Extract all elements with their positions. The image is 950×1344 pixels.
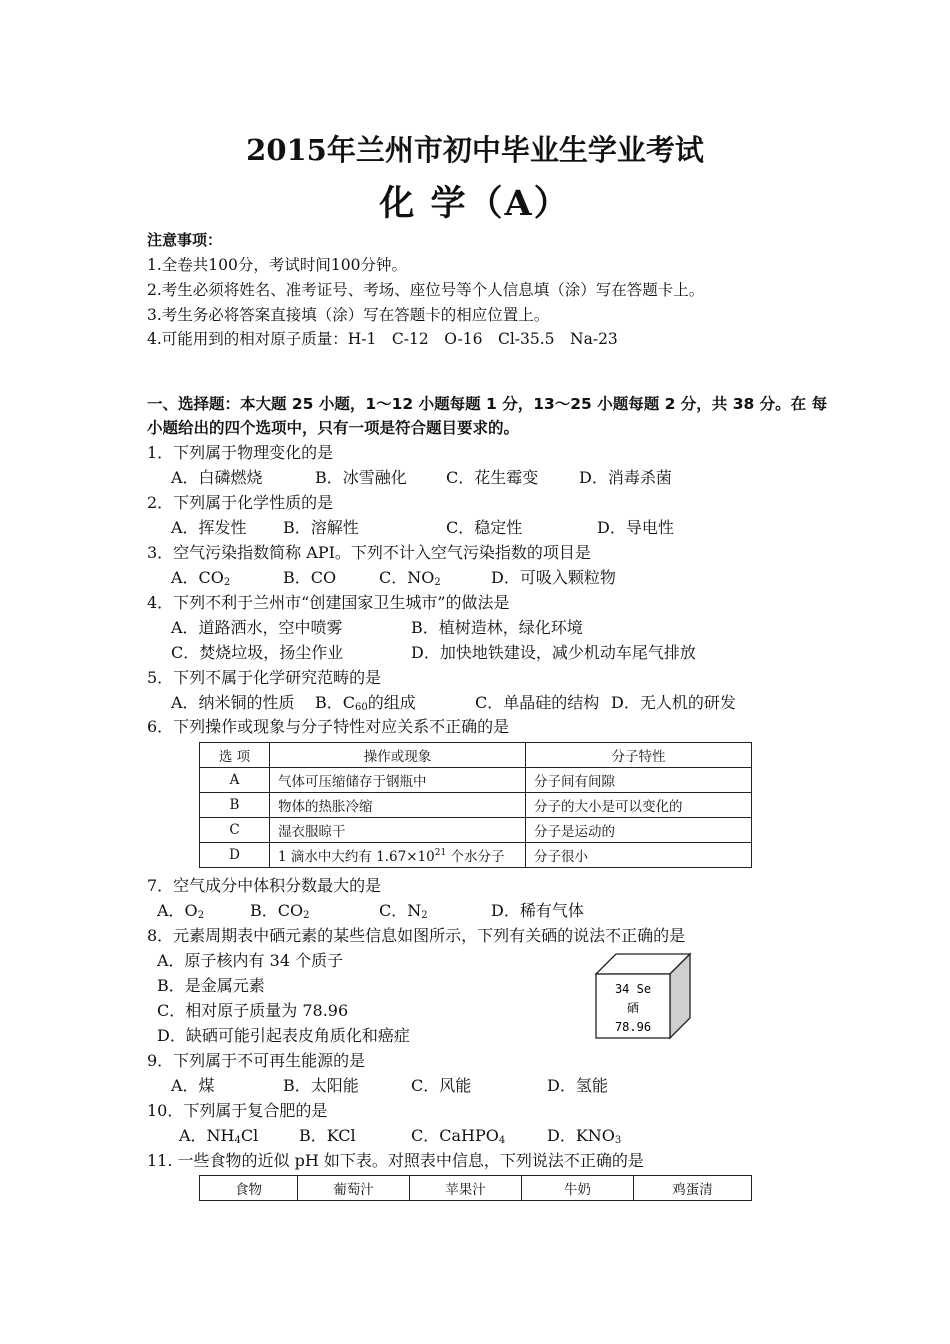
question-2-option-a: A．挥发性 — [171, 518, 247, 537]
question-7-option-a: A．$O_2$ — [157, 901, 205, 921]
notice-item: 4.可能用到的相对原子质量：H-1 C-12 O-16 Cl-35.5 Na-23 — [147, 330, 618, 348]
table-row — [200, 818, 752, 843]
question-6-stem: 6．下列操作或现象与分子特性对应关系不正确的是 — [147, 717, 510, 736]
notice-item: 2.考生必须将姓名、准考证号、考场、座位号等个人信息填（涂）写在答题卡上。 — [147, 281, 705, 299]
table-header-cell: 分子特性 — [526, 743, 752, 768]
table-cell: 分子很小 — [526, 843, 752, 868]
element-symbol-number: 34 Se — [614, 982, 652, 996]
question-11-stem: 11. 一些食物的近似 pH 如下表。对照表中信息，下列说法不正确的是 — [147, 1151, 644, 1170]
table-cell: 气体可压缩储存于钢瓶中 — [270, 768, 526, 793]
table-header-cell: 苹果汁 — [410, 1176, 522, 1201]
table-cell: 分子是运动的 — [526, 818, 752, 843]
question-4-option-a: A．道路洒水，空中喷雾 — [171, 618, 343, 637]
question-1-stem: 1．下列属于物理变化的是 — [147, 443, 334, 462]
question-4-option-d: D．加快地铁建设，减少机动车尾气排放 — [411, 643, 696, 662]
question-2-option-d: D．导电性 — [597, 518, 674, 537]
question-3-stem: 3．空气污染指数简称 API。下列不计入空气污染指数的项目是 — [147, 543, 591, 562]
question-10-option-b: B．KCl — [299, 1126, 356, 1145]
table-header-cell: 鸡蛋清 — [634, 1176, 752, 1201]
question-3-option-a: A．$CO_2$ — [171, 568, 231, 588]
table-cell: C — [200, 818, 270, 843]
question-3-option-d: D．可吸入颗粒物 — [491, 568, 616, 587]
question-2-stem: 2．下列属于化学性质的是 — [147, 493, 334, 512]
subject-title: 化 学（A） — [379, 183, 571, 224]
question-9-option-b: B．太阳能 — [283, 1076, 359, 1095]
table-cell: A — [200, 768, 270, 793]
table-cell: 物体的热胀冷缩 — [270, 793, 526, 818]
question-1-option-d: D．消毒杀菌 — [579, 468, 672, 487]
question-9-stem: 9．下列属于不可再生能源的是 — [147, 1051, 366, 1070]
table-row — [200, 768, 752, 793]
question-7-option-c: C．$N_2$ — [379, 901, 428, 921]
section-instructions-line1: 一、选择题：本大题 25 小题，1～12 小题每题 1 分，13～25 小题每题 2 分，共 38 分。在 每 — [147, 395, 828, 413]
question-1-option-c: C．花生霉变 — [446, 468, 539, 487]
question-8-option-c: C．相对原子质量为 78.96 — [157, 1001, 349, 1020]
question-8-stem: 8．元素周期表中硒元素的某些信息如图所示，下列有关硒的说法不正确的是 — [147, 926, 686, 945]
question-5-option-c: C．单晶硅的结构 — [475, 693, 600, 712]
table-header-cell: 牛奶 — [522, 1176, 634, 1201]
question-3-option-b: B．CO — [283, 568, 337, 587]
element-mass: 78.96 — [614, 1020, 652, 1034]
question-5-option-d: D．无人机的研发 — [611, 693, 736, 712]
question-8-option-d: D．缺硒可能引起表皮角质化和癌症 — [157, 1026, 410, 1045]
question-4-option-b: B．植树造林，绿化环境 — [411, 618, 583, 637]
question-10-option-a: A．$NH_4Cl$ — [179, 1126, 259, 1146]
table-cell: 1 滴水中大约有 $1.67\times 10^{21}$ 个水分子 — [270, 843, 526, 868]
question-10-option-c: C．CaHPO$_4$ — [411, 1126, 506, 1146]
section-instructions-line2: 小题给出的四个选项中，只有一项是符合题目要求的。 — [147, 419, 520, 437]
question-11-table — [199, 1175, 752, 1201]
notice-item: 3.考生务必将答案直接填（涂）写在答题卡的相应位置上。 — [147, 306, 550, 324]
table-header-cell: 选 项 — [200, 743, 270, 768]
question-4-stem: 4．下列不利于兰州市“创建国家卫生城市”的做法是 — [147, 593, 510, 612]
question-1-option-a: A．白磷燃烧 — [171, 468, 263, 487]
question-9-option-d: D．氢能 — [547, 1076, 608, 1095]
question-1-option-b: B．冰雪融化 — [315, 468, 407, 487]
element-name: 硒 — [626, 1001, 640, 1015]
question-4-option-c: C．焚烧垃圾，扬尘作业 — [171, 643, 344, 662]
question-8-option-a: A．原子核内有 34 个质子 — [157, 951, 344, 970]
question-7-stem: 7．空气成分中体积分数最大的是 — [147, 876, 382, 895]
question-9-option-a: A．煤 — [171, 1076, 215, 1095]
table-row — [200, 843, 752, 868]
question-5-option-a: A．纳米铜的性质 — [171, 693, 295, 712]
table-cell: D — [200, 843, 270, 868]
selenium-element-cell — [594, 952, 694, 1042]
table-header-cell: 葡萄汁 — [298, 1176, 410, 1201]
exam-title: 2015年兰州市初中毕业生学业考试 — [246, 133, 704, 167]
question-5-option-b: B．$C_{60}$的组成 — [315, 693, 416, 713]
table-row — [200, 793, 752, 818]
notice-heading: 注意事项： — [147, 231, 223, 249]
table-cell: B — [200, 793, 270, 818]
table-header-cell: 操作或现象 — [270, 743, 526, 768]
question-7-option-d: D．稀有气体 — [491, 901, 584, 920]
question-7-option-b: B．$CO_2$ — [250, 901, 310, 921]
table-cell: 湿衣服晾干 — [270, 818, 526, 843]
question-10-stem: 10．下列属于复合肥的是 — [147, 1101, 328, 1120]
question-8-option-b: B．是金属元素 — [157, 976, 265, 995]
question-5-stem: 5．下列不属于化学研究范畴的是 — [147, 668, 382, 687]
question-10-option-d: D．$KNO_3$ — [547, 1126, 622, 1146]
table-header-cell: 食物 — [200, 1176, 298, 1201]
table-cell: 分子的大小是可以变化的 — [526, 793, 752, 818]
table-header-row — [200, 743, 752, 768]
table-header-row — [200, 1176, 752, 1201]
question-9-option-c: C．风能 — [411, 1076, 472, 1095]
question-2-option-c: C．稳定性 — [446, 518, 523, 537]
question-6-table — [199, 742, 752, 868]
question-3-option-c: C．$NO_2$ — [379, 568, 441, 588]
question-2-option-b: B．溶解性 — [283, 518, 359, 537]
notice-item: 1.全卷共100分，考试时间100分钟。 — [147, 256, 407, 274]
table-cell: 分子间有间隙 — [526, 768, 752, 793]
